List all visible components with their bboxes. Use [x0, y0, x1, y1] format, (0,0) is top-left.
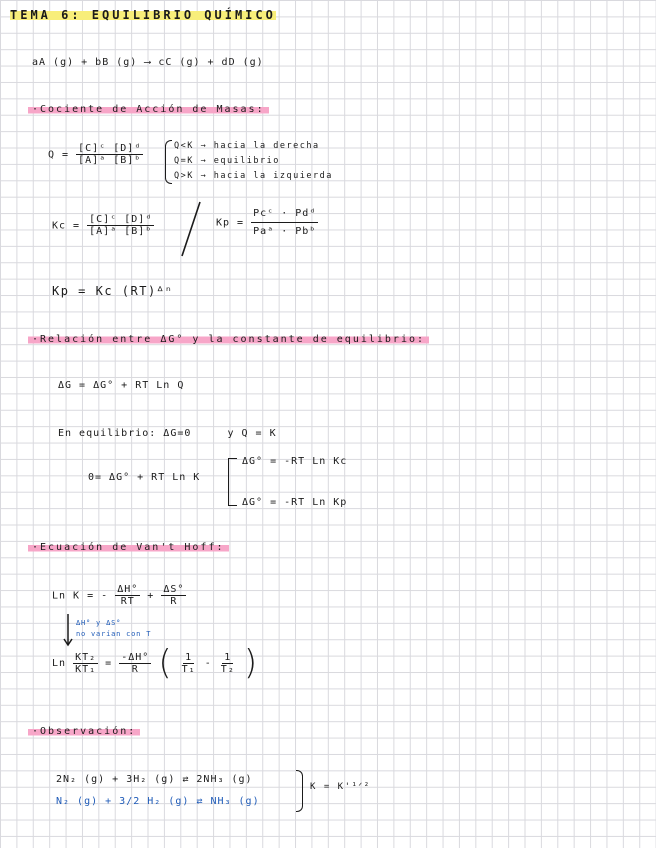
gibbs-equation: ΔG = ΔG° + RT Ln Q: [58, 380, 185, 391]
case-left: Q>K → hacia la izquierda: [174, 171, 333, 181]
section-heading-gibbs: ·Relación entre ΔG° y la constante de equilibrio:: [28, 334, 429, 345]
reaction-ammonia-1: 2N₂ (g) + 3H₂ (g) ⇄ 2NH₃ (g): [56, 774, 253, 785]
equilibrium-condition-a: En equilibrio: ΔG=0: [58, 428, 192, 439]
inv-t2-fraction: [219, 652, 237, 675]
q-cases: [174, 139, 333, 184]
gibbs-at-equilibrium: 0= ΔG° + RT Ln K: [88, 472, 201, 483]
k-relation: [310, 782, 371, 792]
kp-denominator: Paᵃ · Pbᵇ: [253, 226, 317, 237]
inv-t1-fraction: [180, 652, 198, 675]
left-paren: (: [158, 643, 173, 683]
reaction-ammonia-2: N₂ (g) + 3/2 H₂ (g) ⇄ NH₃ (g): [56, 796, 260, 807]
plus-sign: +: [147, 590, 155, 602]
q-denominator: [A]ᵃ [B]ᵇ: [78, 155, 142, 166]
kc-numerator: [C]ᶜ [D]ᵈ: [89, 214, 153, 225]
cases-brace: [165, 140, 172, 184]
vanthoff-note-line1: ΔH° y ΔS°: [76, 619, 122, 627]
q-expression: [48, 143, 143, 166]
equals-sign: =: [105, 658, 113, 669]
inv-t1-denominator: T₁: [181, 663, 196, 675]
entropy-denominator: R: [170, 596, 178, 607]
kp-kc-relation: Kp = Kc (RT)ᐞⁿ: [52, 284, 174, 298]
q-label: Q =: [48, 149, 70, 161]
case-equilibrium: Q=K → equilibrio: [174, 156, 280, 166]
enthalpy-fraction: [115, 584, 140, 607]
ln-label: Ln: [52, 658, 67, 669]
q-numerator: [C]ᶜ [D]ᵈ: [78, 143, 142, 154]
down-arrow-icon: [62, 614, 74, 648]
kp-fraction: [251, 208, 318, 237]
kp-expression: [216, 208, 318, 237]
right-paren: ): [243, 643, 259, 683]
ln-k-label: Ln K = -: [52, 590, 109, 602]
minus-sign: -: [204, 658, 212, 669]
kc-label: Kc =: [52, 220, 81, 232]
section-heading-vanthoff: ·Ecuación de Van't Hoff:: [28, 542, 229, 553]
k-ratio-numerator: KT₂: [75, 651, 97, 663]
enthalpy-denominator: RT: [120, 596, 135, 607]
kc-fraction: [87, 214, 154, 237]
case-right: Q<K → hacia la derecha: [174, 141, 320, 151]
dh-over-r-numerator: -ΔH°: [121, 651, 150, 663]
enthalpy-numerator: ΔH°: [117, 584, 139, 595]
equilibrium-condition-b: y Q = K: [227, 428, 277, 439]
general-reaction: aA (g) + bB (g) ⟶ cC (g) + dD (g): [32, 57, 264, 68]
dh-over-r-denominator: R: [131, 663, 139, 675]
kc-denominator: [A]ᵃ [B]ᵇ: [89, 226, 153, 237]
kc-expression: [52, 214, 154, 237]
k-ratio-fraction: [73, 652, 98, 675]
kp-numerator: Pcᶜ · Pdᵈ: [251, 208, 318, 223]
inv-t2-numerator: 1: [224, 651, 232, 663]
inv-t1-numerator: 1: [185, 651, 193, 663]
dh-over-r-fraction: [119, 652, 151, 675]
vanthoff-note-line2: no varían con T: [76, 630, 152, 638]
equilibrium-condition: [58, 428, 277, 439]
gibbs-case-kp: ΔG° = -RT Ln Kp: [242, 497, 348, 508]
vanthoff-equation-2: [52, 643, 259, 683]
vanthoff-equation-1: [52, 584, 186, 607]
vanthoff-note: [76, 618, 151, 640]
q-fraction: [76, 143, 143, 166]
slash-divider: [178, 200, 204, 260]
k-relation-text: K = K'¹ᐟ²: [310, 782, 371, 792]
observation-brace: [296, 770, 303, 812]
gibbs-case-kc: ΔG° = -RT Ln Kc: [242, 456, 348, 467]
kp-label: Kp =: [216, 217, 245, 229]
k-ratio-denominator: KT₁: [75, 663, 97, 675]
section-heading-observation: ·Observación:: [28, 726, 140, 737]
gibbs-cases-bracket: [228, 458, 237, 506]
section-heading-mass-action: ·Cociente de Acción de Masas:: [28, 104, 269, 115]
inv-t2-denominator: T₂: [220, 663, 235, 675]
entropy-fraction: [161, 584, 186, 607]
entropy-numerator: ΔS°: [163, 584, 185, 595]
page-title: TEMA 6: EQUILIBRIO QUÍMICO: [10, 8, 276, 22]
